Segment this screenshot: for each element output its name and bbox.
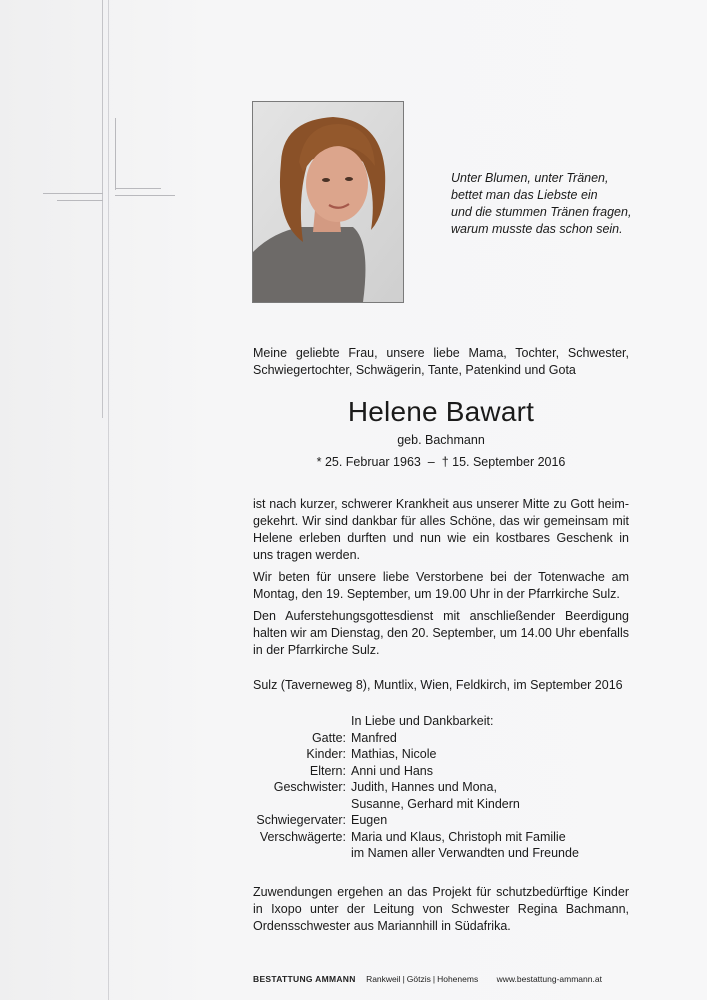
text-line: Montag, den 19. September, um 19.00 Uhr in der Pfarrkirche Sulz. bbox=[253, 587, 620, 601]
family-list bbox=[240, 713, 640, 862]
cross-arm-right-line-2 bbox=[115, 195, 175, 196]
family-role bbox=[240, 796, 351, 813]
cross-arm-left-line-2 bbox=[57, 200, 103, 201]
family-row bbox=[240, 730, 640, 747]
paragraph bbox=[253, 569, 629, 603]
family-members: Maria und Klaus, Christoph mit Familie bbox=[351, 829, 566, 844]
paragraph bbox=[253, 496, 629, 564]
funeral-home-name: BESTATTUNG AMMANN bbox=[253, 974, 356, 984]
family-members: Judith, Hannes und Mona, bbox=[351, 780, 497, 794]
family-role: Schwiegervater: bbox=[256, 813, 346, 827]
text-line: uns tragen werden. bbox=[253, 548, 361, 562]
family-row bbox=[240, 763, 640, 780]
intro-line: Schwiegertochter, Schwägerin, Tante, Patenkind und Gota bbox=[253, 363, 576, 377]
family-members: im Namen aller Verwandten und Freunde bbox=[351, 846, 579, 860]
footer-location: Hohenems bbox=[437, 974, 479, 984]
text-line: Zuwendungen ergehen an das Projekt für schutzbedürftige Kinder bbox=[253, 885, 629, 899]
family-row bbox=[240, 779, 640, 796]
family-row bbox=[240, 812, 640, 829]
deceased-name: Helene Bawart bbox=[347, 396, 535, 427]
donation-note bbox=[253, 884, 629, 935]
announcement-text bbox=[253, 496, 629, 664]
family-row bbox=[240, 796, 640, 813]
maiden-name: geb. Bachmann bbox=[397, 433, 485, 447]
poem-line: bettet man das Liebste ein bbox=[451, 188, 598, 202]
footer-location: Götzis bbox=[406, 974, 431, 984]
family-role: Kinder: bbox=[306, 747, 346, 761]
family-members: Anni und Hans bbox=[351, 763, 434, 778]
portrait-photo bbox=[252, 101, 404, 303]
text-line: Wir beten für unsere liebe Verstorbene bei der Totenwache am bbox=[253, 570, 629, 584]
family-row bbox=[240, 829, 640, 846]
cross-arm-left-line bbox=[43, 193, 103, 194]
page-border-line bbox=[108, 0, 109, 1000]
text-line: Den Auferstehungsgottesdienst mit anschließender Beerdigung bbox=[253, 609, 629, 623]
cross-vertical-line bbox=[102, 0, 103, 418]
text-line: ist nach kurzer, schwerer Krankheit aus unserer Mitte zu Gott heim- bbox=[253, 497, 629, 511]
intro-line: Meine geliebte Frau, unsere liebe Mama, Tochter, Schwester, bbox=[253, 346, 629, 360]
text-line: Helene erleben durften und nun wie ein kostbares Geschenk in bbox=[253, 531, 629, 545]
text-line: halten wir am Dienstag, den 20. September, um 14.00 Uhr ebenfalls bbox=[253, 626, 629, 640]
family-heading-row bbox=[240, 713, 640, 730]
family-role: Gatte: bbox=[311, 730, 346, 745]
cross-vertical-short-line bbox=[115, 118, 116, 190]
family-role bbox=[240, 845, 351, 862]
family-row bbox=[240, 845, 640, 862]
family-role: Geschwister: bbox=[273, 780, 346, 794]
intro-text bbox=[253, 345, 629, 379]
footer-location: Rankweil bbox=[366, 974, 401, 984]
family-row bbox=[240, 746, 640, 763]
text-line: in Ixopo unter der Leitung von Schwester Regina Bachmann, bbox=[253, 902, 629, 916]
text-line: Ordensschwester aus Mariannhill in Südafrika. bbox=[253, 919, 511, 933]
poem-line: und die stummen Tränen fragen, bbox=[451, 205, 632, 219]
poem-line: warum musste das schon sein. bbox=[451, 222, 623, 236]
family-role: Verschwägerte: bbox=[259, 829, 346, 844]
family-role: Eltern: bbox=[309, 763, 346, 778]
text-line: gekehrt. Wir sind dankbar für alles Schöne, das wir gemeinsam mit bbox=[253, 514, 629, 528]
family-members: Susanne, Gerhard mit Kindern bbox=[351, 796, 520, 811]
family-members: Eugen bbox=[351, 813, 388, 827]
life-dates: * 25. Februar 1963 – † 15. September 2016 bbox=[316, 455, 566, 469]
poem bbox=[451, 170, 671, 238]
family-members: Mathias, Nicole bbox=[351, 747, 437, 761]
text-line: in der Pfarrkirche Sulz. bbox=[253, 643, 380, 657]
cross-arm-right-line bbox=[115, 188, 161, 189]
place-date-line: Sulz (Taverneweg 8), Muntlix, Wien, Feldkirch, im September 2016 bbox=[253, 678, 623, 692]
family-members: Manfred bbox=[351, 730, 397, 745]
family-heading: In Liebe und Dankbarkeit: bbox=[351, 714, 494, 728]
footer-website-link[interactable]: www.bestattung-ammann.at bbox=[496, 974, 602, 984]
paragraph bbox=[253, 608, 629, 659]
footer: BESTATTUNG AMMANN Rankweil | Götzis | Hohenems www.bestattung-ammann.at bbox=[253, 974, 602, 984]
poem-line: Unter Blumen, unter Tränen, bbox=[451, 171, 609, 185]
